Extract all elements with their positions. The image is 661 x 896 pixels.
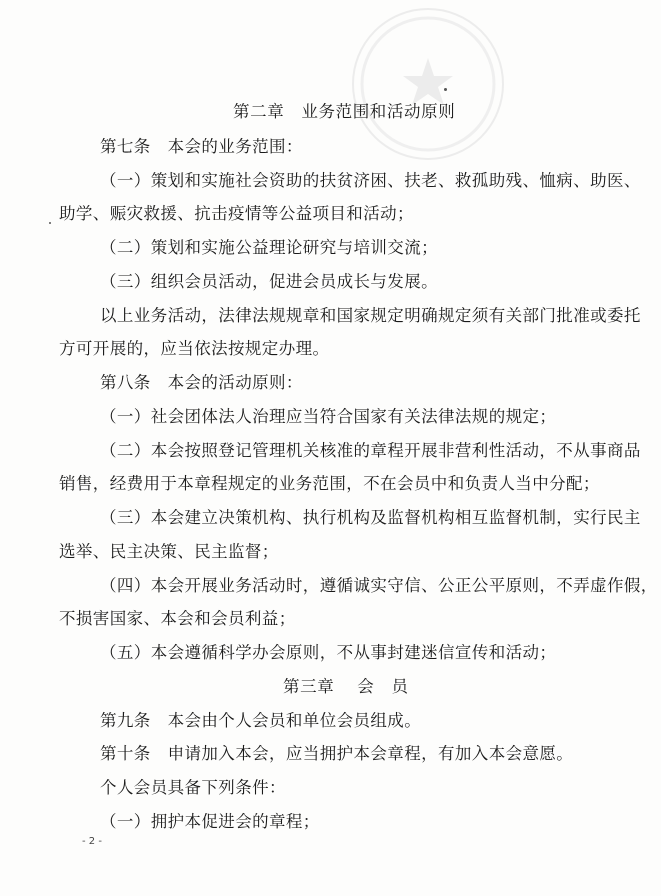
article-10: 第十条 申请加入本会，应当拥护本会章程，有加入本会意愿。 — [100, 744, 574, 763]
scan-speck — [444, 88, 447, 91]
scan-speck — [49, 222, 51, 224]
article-8-item: （二）本会按照登记管理机关核准的章程开展非营利性活动，不从事商品 — [100, 441, 641, 460]
chapter-2-heading: 第二章 业务范围和活动原则 — [233, 102, 456, 121]
article-7-title: 第七条 本会的业务范围： — [100, 137, 303, 156]
article-9: 第九条 本会由个人会员和单位会员组成。 — [100, 711, 422, 730]
article-7-item: 助学、赈灾救援、抗击疫情等公益项目和活动； — [59, 204, 414, 223]
chapter-3-heading: 第三章 会 员 — [283, 677, 409, 696]
article-7-item: （二）策划和实施公益理论研究与培训交流； — [100, 238, 438, 257]
article-8-item: （四）本会开展业务活动时，遵循诚实守信、公正公平原则，不弄虚作假， — [100, 576, 658, 595]
article-7-note: 以上业务活动，法律法规规章和国家规定明确规定须有关部门批准或委托 — [100, 306, 641, 325]
article-7-item: （三）组织会员活动，促进会员成长与发展。 — [100, 272, 438, 291]
individual-member-conditions: 个人会员具备下列条件： — [100, 778, 286, 797]
article-8-item: 不损害国家、本会和会员利益； — [59, 609, 296, 628]
article-8-item: （一）社会团体法人治理应当符合国家有关法律法规的规定； — [100, 407, 557, 426]
article-8-item: 销售，经费用于本章程规定的业务范围，不在会员中和负责人当中分配； — [59, 474, 600, 493]
official-seal — [352, 8, 504, 160]
article-8-item: （五）本会遵循科学办会原则，不从事封建迷信宣传和活动； — [100, 643, 557, 662]
article-8-title: 第八条 本会的活动原则： — [100, 373, 303, 392]
article-7-note: 方可开展的，应当依法按规定办理。 — [59, 339, 330, 358]
article-8-item: 选举、民主决策、民主监督； — [59, 542, 279, 561]
condition-item: （一）拥护本促进会的章程； — [100, 812, 320, 831]
article-8-item: （三）本会建立决策机构、执行机构及监督机构相互监督机制，实行民主 — [100, 508, 641, 527]
page-number: - 2 - — [82, 836, 102, 847]
article-7-item: （一）策划和实施社会资助的扶贫济困、扶老、救孤助残、恤病、助医、 — [100, 171, 641, 190]
